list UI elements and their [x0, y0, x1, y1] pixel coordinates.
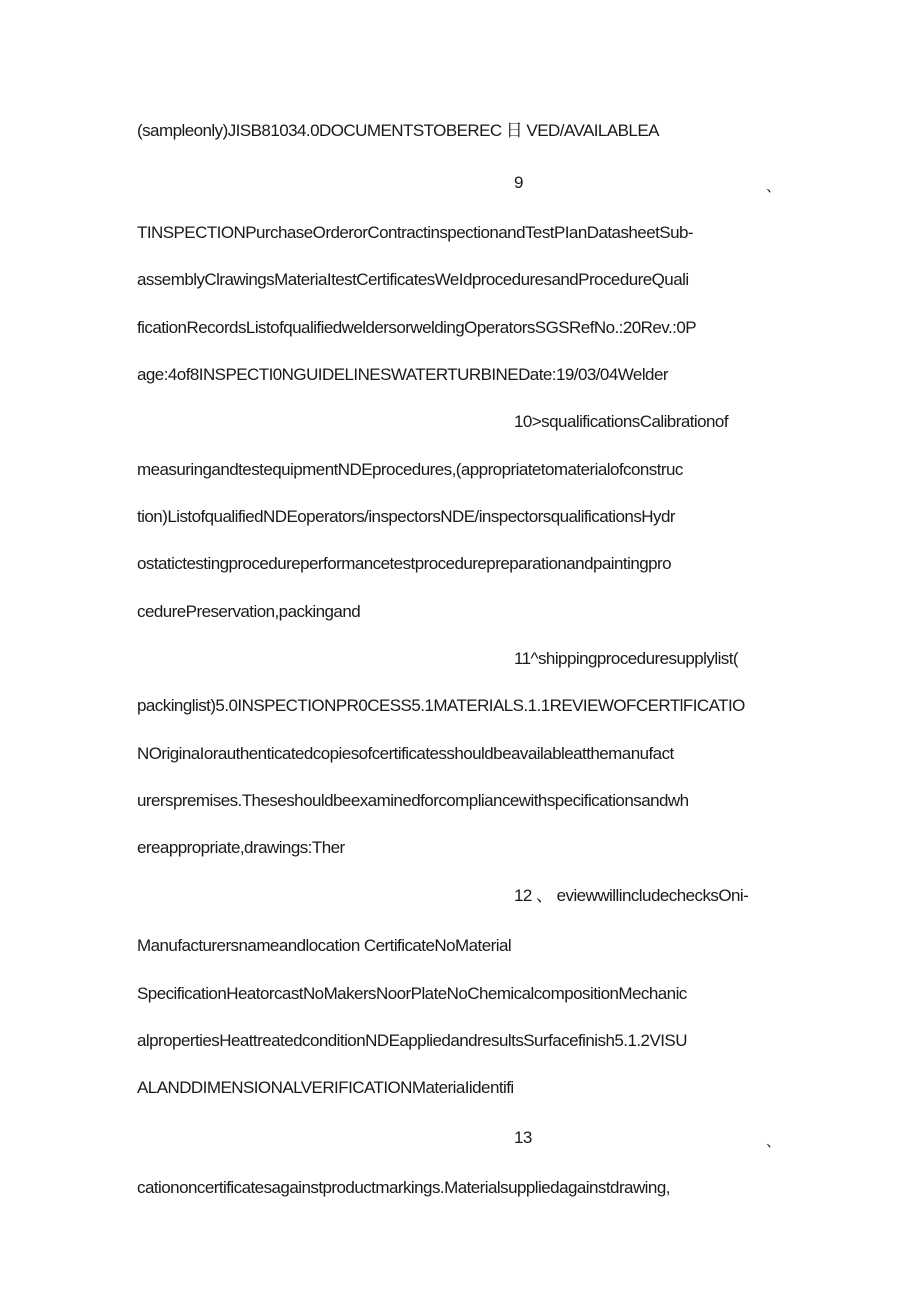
- text-line: (sampleonly)JISB81034.0DOCUMENTSTOBEREC 日 VED/AVAILABLEA: [137, 121, 659, 140]
- text-line: measuringandtestequipmentNDEprocedures,(appropriatetomaterialofconstruc: [137, 460, 683, 479]
- text-line: ficationRecordsListofqualifiedweldersorweldingOperatorsSGSRefNo.:20Rev.:0P: [137, 318, 697, 337]
- text-line: TINSPECTIONPurchaseOrderorContractinspectionandTestPIanDatasheetSub-: [137, 223, 693, 242]
- text-line: ostatictestingprocedureperformancetestprocedurepreparationandpaintingpro: [137, 554, 672, 573]
- page-marker: 9: [514, 173, 523, 192]
- text-line: assemblyClrawingsMateriaItestCertificatesWeIdproceduresandProcedureQuali: [137, 270, 689, 289]
- text-line: NOriginaIorauthenticatedcopiesofcertificatesshouldbeavailableatthemanufact: [137, 744, 674, 763]
- text-line: cationoncertificatesagainstproductmarkings.Materialsuppliedagainstdrawing,: [137, 1178, 670, 1197]
- text-line: ereappropriate,drawings:Ther: [137, 838, 345, 857]
- text-line: SpecificationHeatorcastNoMakersNoorPlateNoChemicalcompositionMechanic: [137, 984, 687, 1003]
- page-marker-symbol: 、: [766, 178, 782, 195]
- text-line: age:4of8INSPECTI0NGUIDELINESWATERTURBINEDate:19/03/04Welder: [137, 365, 668, 384]
- page-marker-symbol: 、: [766, 1133, 782, 1150]
- text-line: Manufacturersnameandlocation CertificateNoMaterial: [137, 936, 512, 955]
- page-marker: 12 、 eviewwillincludechecksOni-: [514, 886, 749, 905]
- page-marker: 11^shippingproceduresupplylist(: [514, 649, 739, 668]
- page-marker: 13: [514, 1128, 532, 1147]
- page-marker: 10>squalificationsCalibrationof: [514, 412, 729, 431]
- text-line: alpropertiesHeattreatedconditionNDEappliedandresultsSurfacefinish5.1.2VISU: [137, 1031, 687, 1050]
- text-line: ALANDDIMENSIONALVERIFICATIONMateriaIidentifi: [137, 1078, 514, 1097]
- text-line: urerspremises.Theseshouldbeexaminedforcompliancewithspecificationsandwh: [137, 791, 689, 810]
- text-line: cedurePreservation,packingand: [137, 602, 361, 621]
- text-line: packinglist)5.0INSPECTIONPR0CESS5.1MATERIALS.1.1REVIEWOFCERTlFICATIO: [137, 696, 745, 715]
- text-line: tion)ListofqualifiedNDEoperators/inspectorsNDE/inspectorsqualificationsHydr: [137, 507, 675, 526]
